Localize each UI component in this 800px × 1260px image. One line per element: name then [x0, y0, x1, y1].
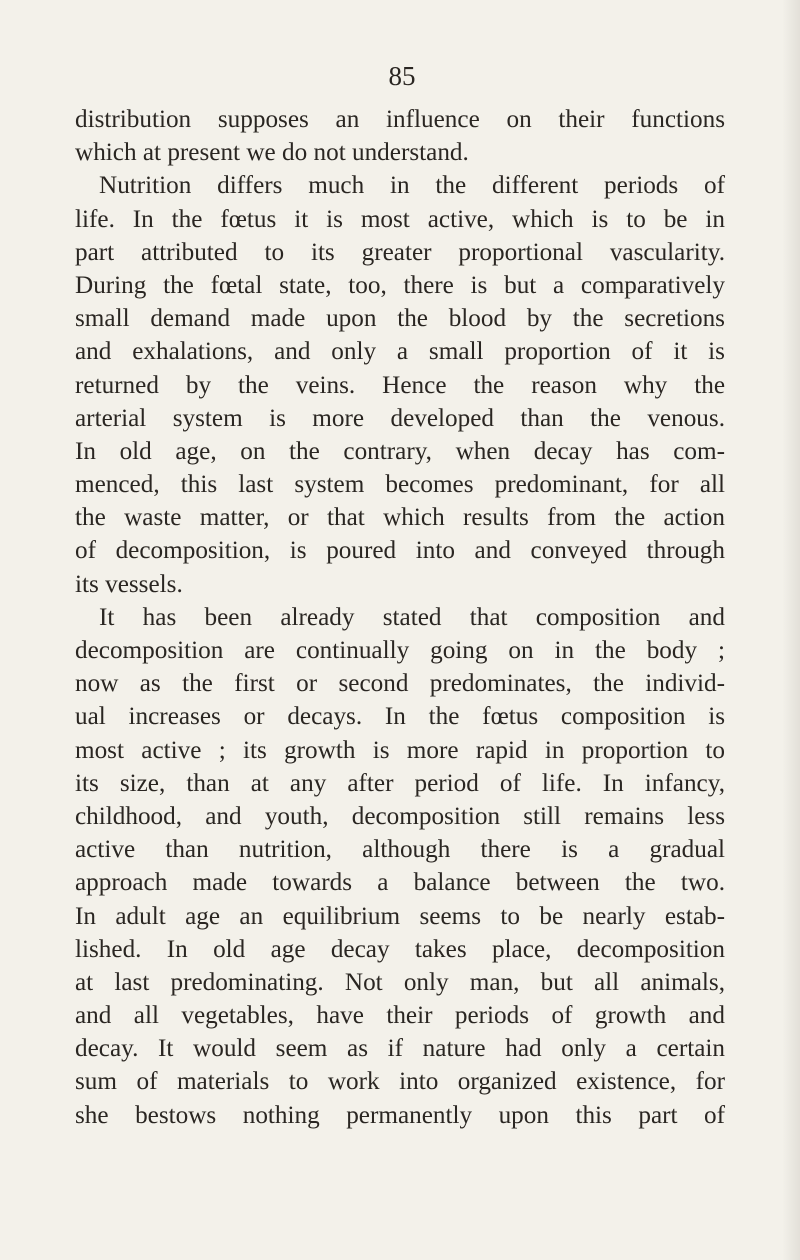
text-line: part attributed to its greater proportional vascularity. — [75, 238, 725, 266]
text-line: its vessels. — [75, 570, 183, 598]
text-line: small demand made upon the blood by the secretions — [75, 305, 725, 333]
text-line: life. In the fœtus it is most active, which is to be in — [75, 205, 725, 233]
text-line: its size, than at any after period of life. In infancy, — [75, 769, 725, 797]
text-line: lished. In old age decay takes place, decomposition — [75, 935, 725, 963]
text-line: and exhalations, and only a small proportion of it is — [75, 338, 725, 366]
text-line: now as the first or second predominates, the individ- — [75, 670, 725, 698]
body-text — [75, 103, 725, 1132]
text-line: decay. It would seem as if nature had only a certain — [75, 1035, 725, 1063]
text-line: ual increases or decays. In the fœtus composition is — [75, 703, 725, 731]
text-line: of decomposition, is poured into and conveyed through — [75, 537, 725, 565]
text-line: returned by the veins. Hence the reason why the — [75, 371, 725, 399]
text-line: she bestows nothing permanently upon this part of — [75, 1101, 725, 1129]
text-line: During the fœtal state, too, there is but a comparatively — [75, 271, 725, 299]
text-line: decomposition are continually going on in the body ; — [75, 637, 725, 664]
text-line: arterial system is more developed than the venous. — [75, 404, 725, 432]
page-edge-shadow — [782, 0, 800, 1260]
page-number: 85 — [388, 61, 416, 91]
text-line: approach made towards a balance between the two. — [75, 869, 725, 897]
text-line: sum of materials to work into organized existence, for — [75, 1068, 725, 1096]
text-line: most active ; its growth is more rapid in proportion to — [75, 736, 725, 764]
text-line: It has been already stated that composition and — [99, 603, 725, 631]
text-line: active than nutrition, although there is a gradual — [75, 836, 725, 864]
text-line: In old age, on the contrary, when decay has com- — [75, 437, 725, 465]
text-line: the waste matter, or that which results from the action — [75, 504, 725, 532]
text-line: childhood, and youth, decomposition still remains less — [75, 802, 725, 830]
text-line: menced, this last system becomes predominant, for all — [75, 471, 725, 499]
text-line: In adult age an equilibrium seems to be nearly estab- — [75, 902, 725, 930]
text-line: at last predominating. Not only man, but all animals, — [75, 968, 725, 996]
text-line: which at present we do not understand. — [75, 139, 469, 167]
text-line: Nutrition differs much in the different periods of — [99, 172, 725, 200]
text-line: distribution supposes an influence on their functions — [75, 106, 725, 133]
text-line: and all vegetables, have their periods of growth and — [75, 1002, 725, 1030]
